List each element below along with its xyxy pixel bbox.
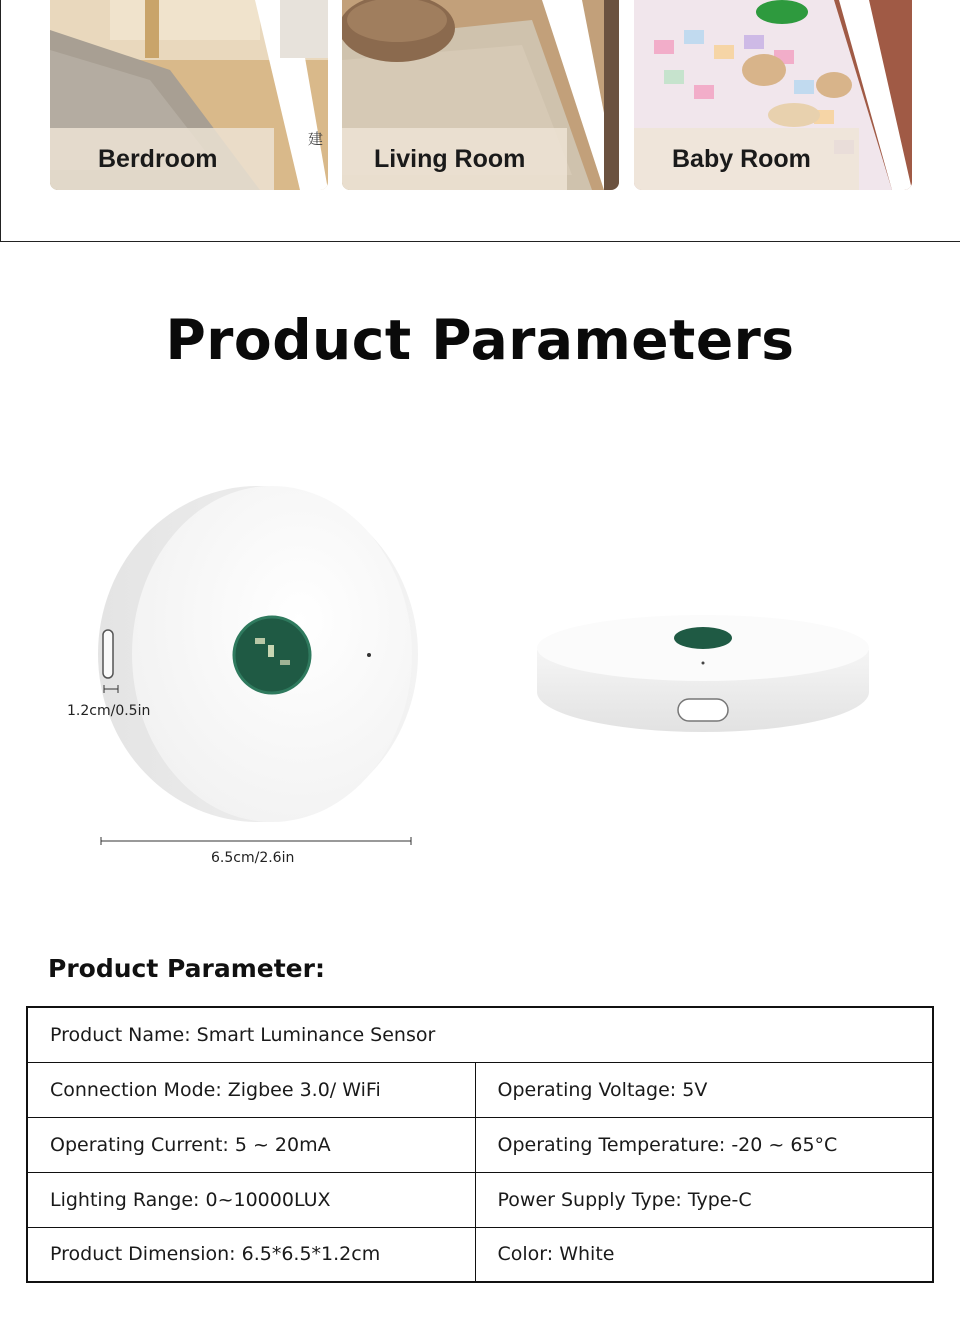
param-operating-current: Operating Current: 5 ~ 20mA — [27, 1117, 475, 1172]
param-operating-voltage: Operating Voltage: 5V — [475, 1062, 933, 1117]
table-row — [27, 1227, 933, 1282]
room-banner — [0, 0, 960, 242]
height-dimension-label: 1.2cm/0.5in — [67, 703, 151, 719]
table-row — [27, 1172, 933, 1227]
parameter-heading: Product Parameter: — [48, 954, 325, 983]
room-label-bedroom: Berdroom — [98, 144, 218, 173]
page-title: Product Parameters — [165, 308, 795, 372]
param-power-supply-type: Power Supply Type: Type-C — [475, 1172, 933, 1227]
param-connection-mode: Connection Mode: Zigbee 3.0/ WiFi — [27, 1062, 475, 1117]
room-label-baby-room: Baby Room — [672, 144, 811, 173]
param-product-name: Product Name: Smart Luminance Sensor — [27, 1007, 933, 1062]
param-product-dimension: Product Dimension: 6.5*6.5*1.2cm — [27, 1227, 475, 1282]
width-dimension-label: 6.5cm/2.6in — [211, 850, 295, 866]
param-lighting-range: Lighting Range: 0~10000LUX — [27, 1172, 475, 1227]
product-images — [0, 470, 960, 900]
param-operating-temperature: Operating Temperature: -20 ~ 65°C — [475, 1117, 933, 1172]
watermark-glyph: 建 — [308, 130, 324, 148]
room-card-living-room — [342, 0, 619, 190]
room-card-bedroom — [50, 0, 328, 190]
product-drawing — [0, 470, 960, 900]
table-row — [27, 1117, 933, 1172]
param-color: Color: White — [475, 1227, 933, 1282]
table-row — [27, 1007, 933, 1062]
puck-front-view — [98, 486, 418, 845]
table-row — [27, 1062, 933, 1117]
room-label-living-room: Living Room — [374, 144, 526, 173]
puck-side-view — [537, 615, 869, 732]
room-card-baby-room — [634, 0, 912, 190]
parameter-table — [26, 1006, 934, 1283]
